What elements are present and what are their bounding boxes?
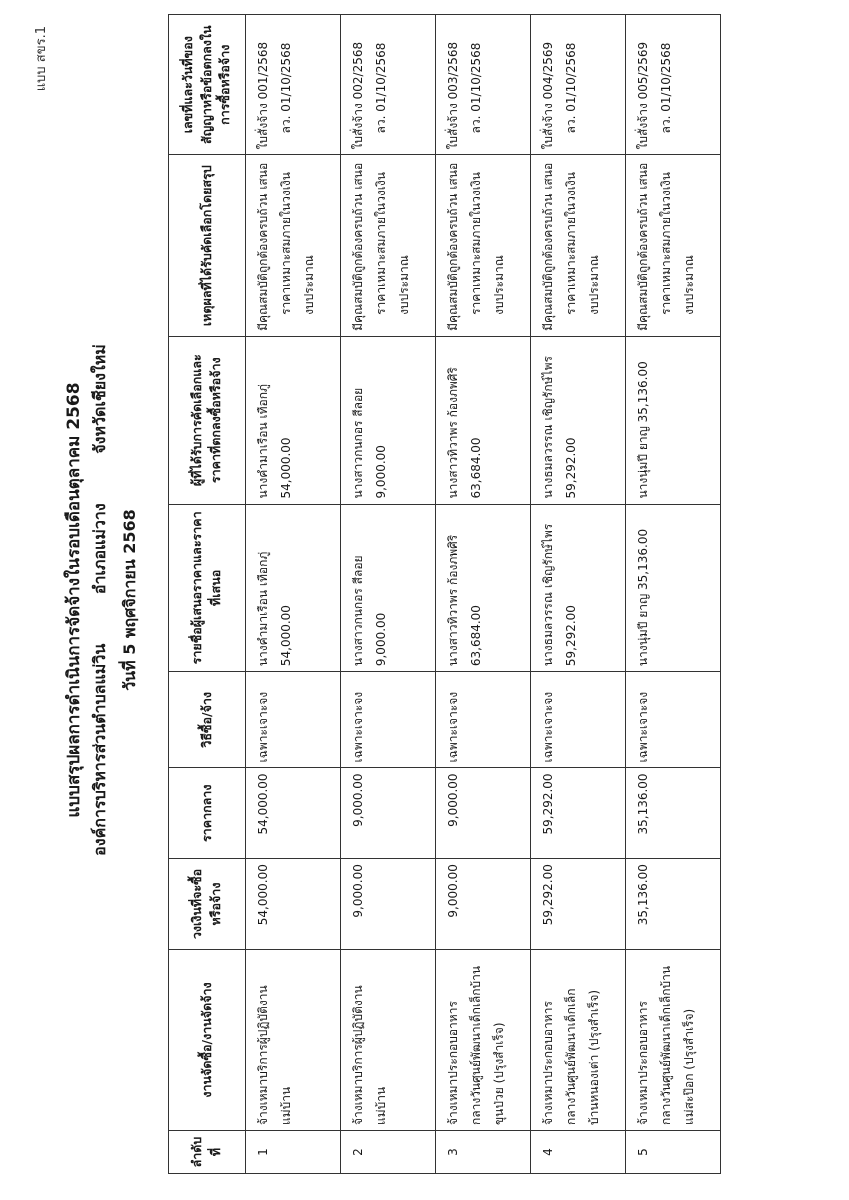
row-budget: 9,000.00 (341, 859, 436, 950)
reason-line: ราคาเหมาะสมภายในวงเงิน (278, 172, 293, 315)
winner-name: นางสาวทิวาพร ก้องภพศิริ (446, 367, 460, 499)
row-median: 35,136.00 (626, 768, 721, 859)
province-name: จังหวัดเชียงใหม่ (90, 344, 109, 454)
work-line: จ้างเหมาบริการผู้ปฏิบัติงาน (351, 985, 365, 1126)
work-line: จ้างเหมาบริการผู้ปฏิบัติงาน (256, 985, 270, 1126)
table-row (246, 15, 341, 1174)
row-bidder (626, 504, 721, 672)
row-winner (246, 336, 341, 504)
row-reason (341, 155, 436, 336)
work-line: จ้างเหมาประกอบอาหาร (636, 1001, 650, 1126)
work-line: บ้านหนองเต่า (ปรุงสำเร็จ) (586, 989, 601, 1126)
reason-line: งบประมาณ (681, 255, 696, 315)
bidder-price: 63,684.00 (468, 605, 483, 667)
row-work (436, 949, 531, 1130)
row-method: เฉพาะเจาะจง (436, 672, 531, 768)
row-winner (531, 336, 626, 504)
row-no: 1 (246, 1131, 341, 1174)
document-title: แบบสรุปผลการดำเนินการจัดจ้างในรอบเดือนตุลาคม 2568 (64, 382, 84, 818)
row-method: เฉพาะเจาะจง (341, 672, 436, 768)
table-row (626, 15, 721, 1174)
bidder-price: 54,000.00 (278, 605, 293, 667)
row-median: 9,000.00 (436, 768, 531, 859)
winner-name: นางคำมาเรือน เทือกภู่ (256, 384, 270, 499)
bidder-name: นางสาวกนกอร สีลอย (351, 555, 365, 667)
winner-name: นางนุ่มปี ยาญ 35,136.00 (636, 361, 650, 499)
reason-line: งบประมาณ (586, 255, 601, 315)
row-reason (626, 155, 721, 336)
row-no: 3 (436, 1131, 531, 1174)
row-contract (246, 15, 341, 155)
reason-line: ราคาเหมาะสมภายในวงเงิน (563, 172, 578, 315)
reason-line: มีคุณสมบัติถูกต้องครบถ้วน เสนอ (446, 162, 460, 331)
row-winner (626, 336, 721, 504)
header-work: งานจัดซื้อ/งานจัดจ้าง (169, 949, 246, 1130)
work-line: กลางวันศูนย์พัฒนาเด็กเล็กบ้าน (468, 965, 483, 1126)
row-method: เฉพาะเจาะจง (626, 672, 721, 768)
row-bidder (436, 504, 531, 672)
header-winner: ผู้ที่ได้รับการคัดเลือกและราคาที่ตกลงซื้อหรือจ้าง (169, 336, 246, 504)
organization-name: องค์การบริหารส่วนตำบลแม่วิน (90, 643, 109, 856)
work-line: จ้างเหมาประกอบอาหาร (446, 1001, 460, 1126)
district-name: อำเภอแม่วาง (90, 503, 109, 595)
bidder-price: 9,000.00 (373, 612, 388, 667)
contract-no: ใบสั่งจ้าง 005/2569 (636, 41, 650, 150)
winner-price: 63,684.00 (468, 437, 483, 499)
winner-price: 9,000.00 (373, 445, 388, 499)
row-budget: 9,000.00 (436, 859, 531, 950)
row-no: 4 (531, 1131, 626, 1174)
reason-line: งบประมาณ (301, 255, 316, 315)
reason-line: มีคุณสมบัติถูกต้องครบถ้วน เสนอ (541, 162, 555, 331)
row-contract (531, 15, 626, 155)
reason-line: งบประมาณ (491, 255, 506, 315)
document-date: วันที่ 5 พฤศจิกายน 2568 (120, 509, 139, 691)
contract-no: ใบสั่งจ้าง 001/2568 (256, 41, 270, 150)
row-median: 59,292.00 (531, 768, 626, 859)
header-reason: เหตุผลที่ได้รับคัดเลือกโดยสรุป (169, 155, 246, 336)
reason-line: ราคาเหมาะสมภายในวงเงิน (373, 172, 388, 315)
row-reason (531, 155, 626, 336)
bidder-name: นางธมลวรรณ เชิญรักษ์ไพร (541, 523, 555, 667)
row-budget: 35,136.00 (626, 859, 721, 950)
table-header-row (169, 15, 246, 1174)
row-reason (246, 155, 341, 336)
header-median: ราคากลาง (169, 768, 246, 859)
reason-line: ราคาเหมาะสมภายในวงเงิน (468, 172, 483, 315)
contract-no: ใบสั่งจ้าง 002/2568 (351, 41, 365, 150)
organization-line (88, 0, 113, 1200)
row-work (626, 949, 721, 1130)
row-bidder (246, 504, 341, 672)
row-no: 2 (341, 1131, 436, 1174)
row-contract (341, 15, 436, 155)
work-line: แม่บ้าน (278, 1086, 293, 1126)
contract-date: ลว. 01/10/2568 (658, 42, 673, 134)
winner-name: นางสาวกนกอร สีลอย (351, 387, 365, 499)
row-winner (341, 336, 436, 504)
row-method: เฉพาะเจาะจง (246, 672, 341, 768)
bidder-price: 59,292.00 (563, 605, 578, 667)
row-budget: 59,292.00 (531, 859, 626, 950)
row-bidder (341, 504, 436, 672)
header-contract: เลขที่และวันที่ของสัญญาหรือข้อตกลงในการซื้อหรือจ้าง (169, 15, 246, 155)
bidder-name: นางคำมาเรือน เทือกภู่ (256, 551, 270, 667)
bidder-name: นางนุ่มปี ยาญ 35,136.00 (636, 528, 650, 667)
bidder-name: นางสาวทิวาพร ก้องภพศิริ (446, 534, 460, 667)
row-contract (436, 15, 531, 155)
row-work (246, 949, 341, 1130)
reason-line: มีคุณสมบัติถูกต้องครบถ้วน เสนอ (256, 162, 270, 331)
row-contract (626, 15, 721, 155)
winner-price: 59,292.00 (563, 437, 578, 499)
reason-line: ราคาเหมาะสมภายในวงเงิน (658, 172, 673, 315)
header-budget: วงเงินที่จะซื้อหรือจ้าง (169, 859, 246, 950)
header-bidder: รายชื่อผู้เสนอราคาและราคาที่เสนอ (169, 504, 246, 672)
reason-line: มีคุณสมบัติถูกต้องครบถ้วน เสนอ (351, 162, 365, 331)
row-bidder (531, 504, 626, 672)
winner-price: 54,000.00 (278, 437, 293, 499)
contract-date: ลว. 01/10/2568 (468, 42, 483, 134)
contract-date: ลว. 01/10/2568 (563, 42, 578, 134)
row-winner (436, 336, 531, 504)
row-median: 9,000.00 (341, 768, 436, 859)
table-row (531, 15, 626, 1174)
row-work (531, 949, 626, 1130)
reason-line: มีคุณสมบัติถูกต้องครบถ้วน เสนอ (636, 162, 650, 331)
row-budget: 54,000.00 (246, 859, 341, 950)
work-line: กลางวันศูนย์พัฒนาเด็กเล็ก (563, 988, 578, 1126)
row-work (341, 949, 436, 1130)
table-row (341, 15, 436, 1174)
form-code: แบบ สขร.1 (34, 26, 49, 92)
work-line: จ้างเหมาประกอบอาหาร (541, 1001, 555, 1126)
contract-no: ใบสั่งจ้าง 004/2569 (541, 41, 555, 150)
row-reason (436, 155, 531, 336)
work-line: ขุนป่วย (ปรุงสำเร็จ) (491, 1022, 506, 1126)
header-method: วิธีซื้อ/จ้าง (169, 672, 246, 768)
row-no: 5 (626, 1131, 721, 1174)
work-line: แม่สะป๊อก (ปรุงสำเร็จ) (681, 1008, 696, 1126)
row-method: เฉพาะเจาะจง (531, 672, 626, 768)
contract-date: ลว. 01/10/2568 (373, 42, 388, 134)
procurement-table (168, 14, 721, 1174)
work-line: แม่บ้าน (373, 1086, 388, 1126)
table-row (436, 15, 531, 1174)
contract-no: ใบสั่งจ้าง 003/2568 (446, 41, 460, 150)
work-line: กลางวันศูนย์พัฒนาเด็กเล็กบ้าน (658, 965, 673, 1126)
row-median: 54,000.00 (246, 768, 341, 859)
contract-date: ลว. 01/10/2568 (278, 42, 293, 134)
reason-line: งบประมาณ (396, 255, 411, 315)
header-no: ลำดับที่ (169, 1131, 246, 1174)
winner-name: นางธมลวรรณ เชิญรักษ์ไพร (541, 356, 555, 499)
